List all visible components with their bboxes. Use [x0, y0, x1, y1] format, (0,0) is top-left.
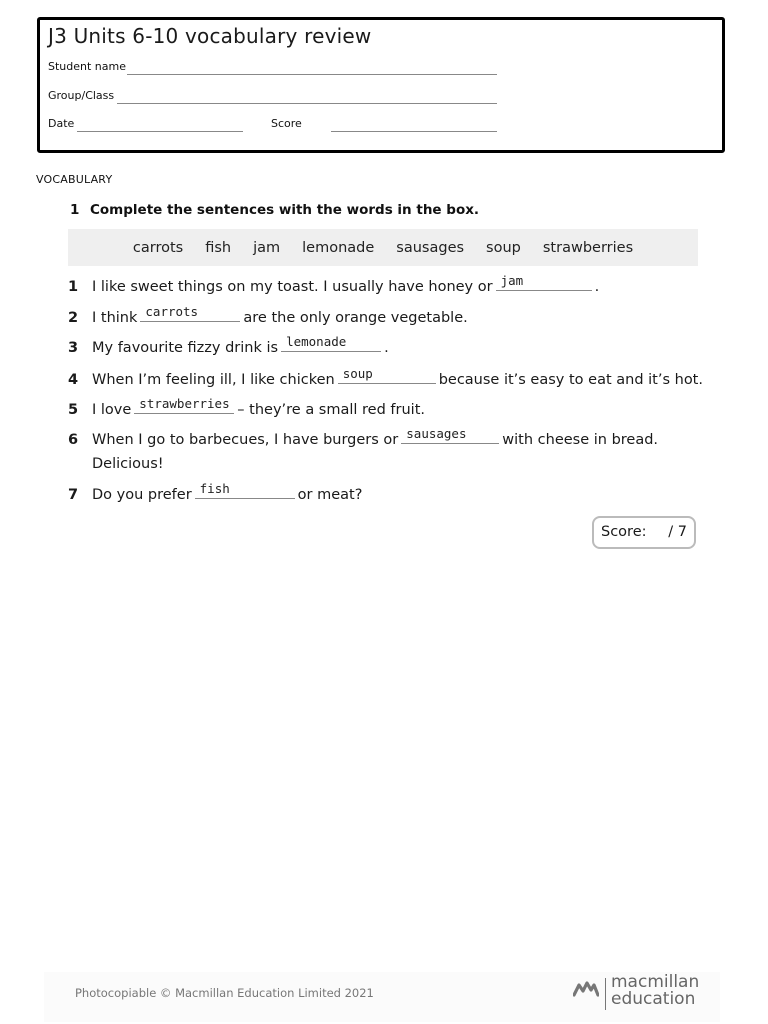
answer-text: sausages [406, 426, 467, 441]
student-name-label: Student name [48, 60, 126, 73]
question-text-after: . [384, 340, 389, 356]
answer-blank[interactable] [281, 335, 381, 352]
footer-copyright: Photocopiable © Macmillan Education Limited 2021 [75, 986, 374, 1000]
answer-blank[interactable] [195, 482, 295, 499]
logo-line1: macmillan [611, 972, 700, 992]
question-3 [68, 335, 389, 361]
score-box [592, 516, 696, 549]
question-text: Do you prefer [92, 487, 192, 503]
question-text-after: are the only orange vegetable. [243, 310, 468, 326]
section-label: VOCABULARY [36, 173, 113, 186]
score-label: Score [271, 117, 302, 130]
page-title: J3 Units 6-10 vocabulary review [48, 24, 372, 48]
logo-text [611, 974, 699, 1008]
word-box-item: lemonade [302, 239, 375, 256]
group-class-label: Group/Class [48, 89, 115, 102]
word-box [68, 229, 698, 266]
question-text: My favourite fizzy drink is [92, 340, 279, 356]
answer-blank[interactable] [134, 397, 234, 414]
question-number: 3 [68, 340, 79, 356]
question-text-after: or meat? [297, 487, 363, 503]
question-6-continuation: Delicious! [92, 456, 164, 472]
answer-text: soup [342, 366, 373, 381]
instruction-text: Complete the sentences with the words in the box. [90, 202, 480, 218]
answer-blank[interactable] [338, 367, 436, 384]
question-text: I like sweet things on my toast. I usually have honey or [92, 279, 493, 295]
answer-text: jam [500, 273, 524, 288]
word-box-item: strawberries [542, 239, 634, 256]
question-number: 7 [68, 487, 79, 503]
question-text: I think [92, 310, 138, 326]
question-4 [68, 367, 703, 393]
question-2 [68, 305, 468, 331]
logo-line2: education [611, 989, 696, 1009]
question-5 [68, 397, 425, 423]
group-class-field[interactable] [117, 103, 497, 104]
score-box-total: / 7 [668, 524, 687, 540]
question-text-after: because it’s easy to eat and it’s hot. [438, 372, 703, 388]
answer-text: lemonade [286, 334, 347, 349]
word-box-item: carrots [132, 239, 184, 256]
question-number: 1 [68, 279, 79, 295]
macmillan-mark-icon [573, 977, 599, 999]
word-box-item: fish [205, 239, 232, 256]
exercise-instruction [70, 202, 479, 218]
question-text: When I’m feeling ill, I like chicken [92, 372, 335, 388]
question-7 [68, 482, 362, 508]
question-text-after: . [594, 279, 600, 295]
question-text-after: – they’re a small red fruit. [237, 402, 425, 418]
question-number: 2 [68, 310, 79, 326]
answer-blank[interactable] [401, 427, 499, 444]
answer-text: fish [199, 481, 230, 496]
logo-divider [605, 978, 606, 1010]
macmillan-logo [573, 972, 700, 1015]
question-number: 6 [68, 432, 79, 448]
date-field[interactable] [77, 131, 243, 132]
answer-blank[interactable] [496, 274, 592, 291]
word-box-item: sausages [396, 239, 465, 256]
student-name-field[interactable] [127, 74, 497, 75]
question-6 [68, 427, 658, 453]
question-text: I love [92, 402, 132, 418]
answer-text: strawberries [139, 396, 230, 411]
question-text-after: with cheese in bread. [502, 432, 659, 448]
question-number: 5 [68, 402, 79, 418]
question-number: 4 [68, 372, 79, 388]
word-box-item: soup [486, 239, 521, 256]
answer-blank[interactable] [140, 305, 240, 322]
score-field[interactable] [331, 131, 497, 132]
date-label: Date [48, 117, 75, 130]
question-text: When I go to barbecues, I have burgers or [92, 432, 399, 448]
word-box-item: jam [253, 239, 281, 256]
question-1 [68, 274, 599, 300]
exercise-number: 1 [70, 202, 80, 218]
header-box [37, 17, 725, 153]
answer-text: carrots [145, 304, 199, 319]
score-box-label: Score: [601, 524, 647, 540]
